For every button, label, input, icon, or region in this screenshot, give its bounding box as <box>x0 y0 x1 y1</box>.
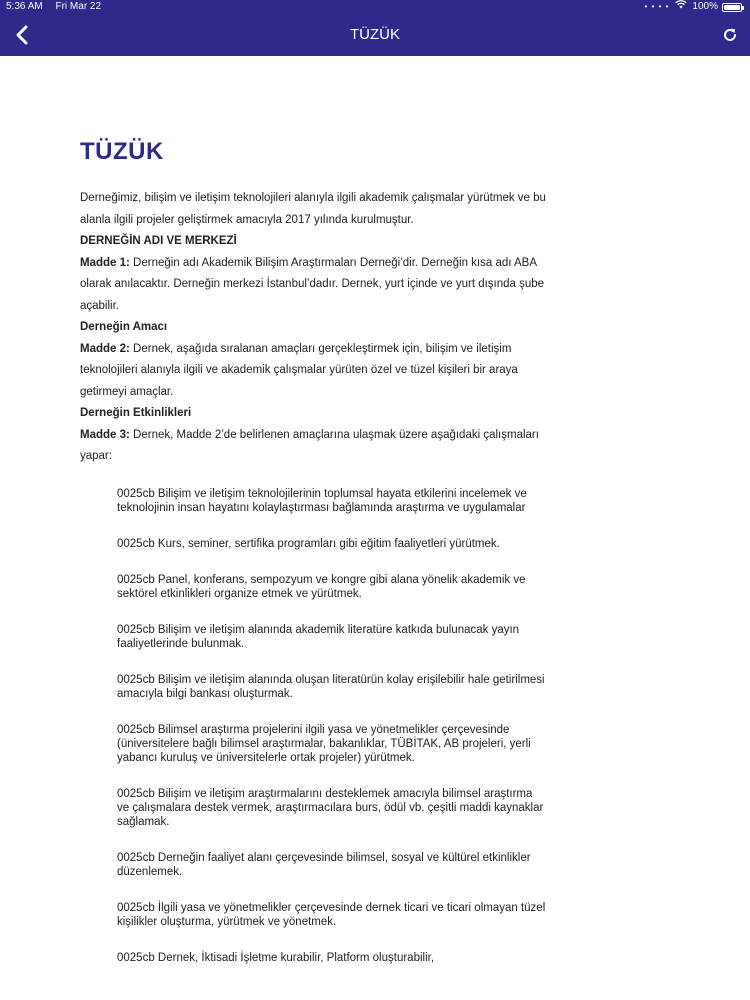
nav-title: TÜZÜK <box>350 26 400 43</box>
status-date: Fri Mar 22 <box>55 1 102 12</box>
battery-fill <box>724 5 740 10</box>
list-item: 0025cb Bilişim ve iletişim araştırmalarını desteklemek amacıyla bilimsel araştırma ve çalışmalara destek vermek, araştırmacılara burs, ödül vb. çeşitli maddi kaynaklar sağlamak. <box>117 788 544 828</box>
section-title-name-and-center <box>80 231 550 253</box>
nav-bar <box>0 14 750 56</box>
intro-paragraph: Derneğimiz, bilişim ve iletişim teknolojileri alanıyla ilgili akademik çalışmalar yürütmek ve bu alanla ilgili projeler geliştirmek amacıyla 2017 yılında kurulmuştur. <box>80 192 546 226</box>
section-title-purpose <box>80 317 550 339</box>
section-title-text: Derneğin Etkinlikleri <box>80 407 192 419</box>
status-right <box>645 0 742 14</box>
list-item: 0025cb Bilişim ve iletişim alanında oluşan literatürün kolay erişilebilir hale getirilmesi amacıyla bilgi bankası oluşturmak. <box>117 674 545 700</box>
list-item: 0025cb İlgili yasa ve yönetmelikler çerçevesinde dernek ticari ve ticari olmayan tüzel kişilikler oluşturma, yürütmek ve yönetmek. <box>117 902 546 928</box>
article-1-label: Madde 1: <box>80 256 130 269</box>
article-3-label: Madde 3: <box>80 428 130 441</box>
section-title-text: Derneğin Amacı <box>80 321 168 333</box>
battery-icon <box>722 3 742 12</box>
article-2-text: Dernek, aşağıda sıralanan amaçları gerçekleştirmek için, bilişim ve iletişim teknolojileri alanıyla ilgili ve akademik çalışmalar yürüten özel ve tüzel kişileri bir araya getirmeyi amaçlar. <box>80 342 518 398</box>
article-2-label: Madde 2: <box>80 342 130 355</box>
list-item: 0025cb Derneğin faaliyet alanı çerçevesinde bilimsel, sosyal ve kültürel etkinlikler düzenlemek. <box>117 852 531 878</box>
battery-percent: 100% <box>692 1 718 12</box>
article-1 <box>80 253 550 318</box>
section-title-activities <box>80 403 550 425</box>
list-item: 0025cb Bilişim ve iletişim teknolojilerinin toplumsal hayata etkilerini incelemek ve teknolojinin insan hayatını kolaylaştırması bağlamında araştırma ve uygulamalar <box>117 488 527 514</box>
status-bar <box>0 0 750 14</box>
section-title-text: DERNEĞİN ADI VE MERKEZİ <box>80 235 237 247</box>
article-3 <box>80 425 550 468</box>
document-body <box>80 188 550 468</box>
list-item: 0025cb Dernek, İktisadi İşletme kurabilir, Platform oluşturabilir, <box>117 952 435 964</box>
list-item: 0025cb Panel, konferans, sempozyum ve kongre gibi alana yönelik akademik ve sektörel etkinlikleri organize etmek ve yürütmek. <box>117 574 526 600</box>
list-item: 0025cb Bilimsel araştırma projelerini ilgili yasa ve yönetmelikler çerçevesinde (üniversitelere bağlı bilimsel araştırmalar, bakanlıklar, TÜBİTAK, AB projeleri, yerli yabancı kuruluş ve üniversitelerle ortak projeler) yürütmek. <box>117 724 531 764</box>
refresh-button[interactable] <box>718 23 742 47</box>
status-left <box>6 0 111 14</box>
status-time: 5:36 AM <box>6 1 43 12</box>
activities-list <box>117 487 547 987</box>
app-header <box>0 0 750 56</box>
article-3-text: Dernek, Madde 2’de belirlenen amaçlarına ulaşmak üzere aşağıdaki çalışmaları yapar: <box>80 428 539 462</box>
article-2 <box>80 339 550 404</box>
article-1-text: Derneğin adı Akademik Bilişim Araştırmaları Derneği’dir. Derneğin kısa adı ABA olarak anılacaktır. Derneğin merkezi İstanbul’dadır. Dernek, yurt içinde ve yurt dışında şube açabilir. <box>80 256 545 312</box>
document-content[interactable] <box>0 56 750 1000</box>
list-item: 0025cb Bilişim ve iletişim alanında akademik literatüre katkıda bulunacak yayın faaliyetlerinde bulunmak. <box>117 624 520 650</box>
list-item: 0025cb Kurs, seminer, sertifika programları gibi eğitim faaliyetleri yürütmek. <box>117 538 500 550</box>
refresh-icon <box>722 27 738 43</box>
page-title: TÜZÜK <box>80 138 164 165</box>
signal-dots-icon: • • • • <box>644 2 670 11</box>
wifi-icon <box>675 0 687 14</box>
